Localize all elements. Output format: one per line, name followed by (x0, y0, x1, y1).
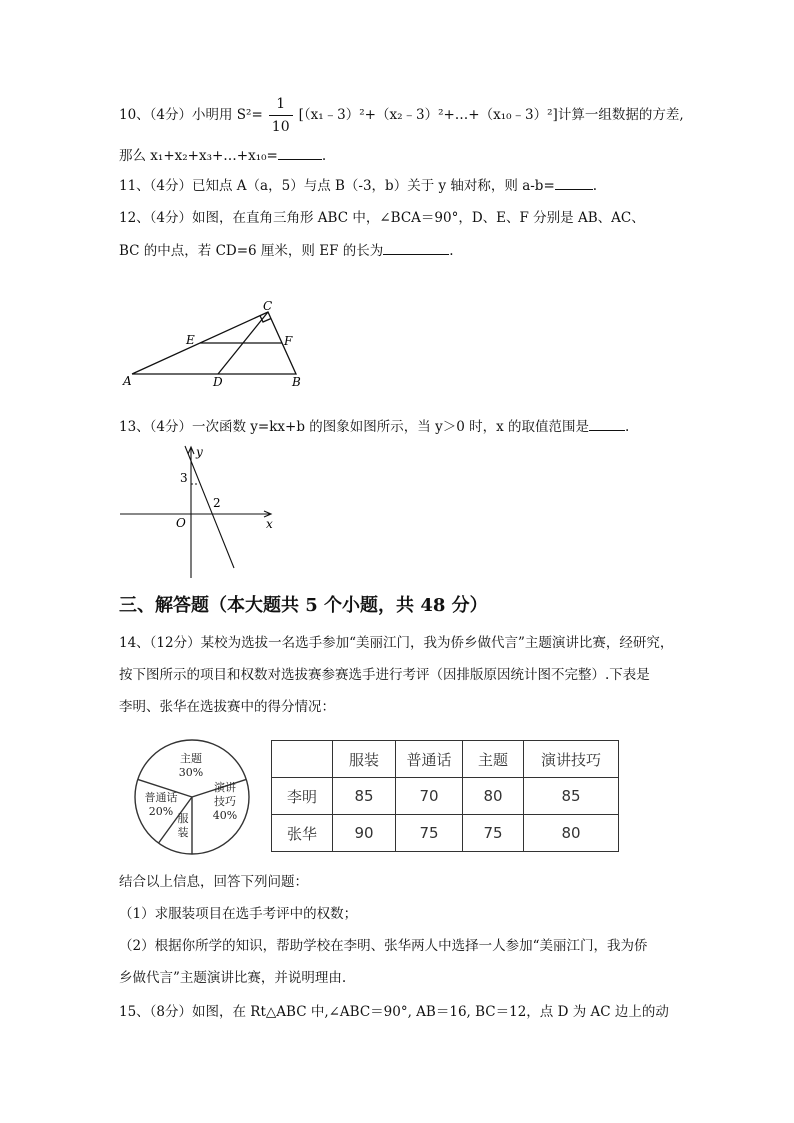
q11-text: 11、（4分）已知点 A（a，5）与点 B（-3，b）关于 y 轴对称，则 a-b= (119, 178, 555, 194)
question-14-intro: 结合以上信息，回答下列问题： (119, 874, 308, 890)
table-cell: 张华 (272, 815, 333, 852)
pie-pct-mandarin: 20% (148, 805, 174, 818)
pie-label-theme: 主题 (180, 752, 202, 765)
table-cell: 85 (524, 778, 619, 815)
q11-end: . (592, 178, 598, 194)
label-d: D (213, 375, 223, 389)
x-axis-label: x (266, 517, 273, 531)
question-14-line2: 按下图所示的项目和权数对选拔赛参赛选手进行考评（因排版原因统计图不完整）.下表是 (119, 667, 650, 683)
pie-label-speech-1: 演讲 (214, 781, 236, 794)
question-15: 15、（8分）如图，在 Rt△ABC 中,∠ABC＝90°, AB＝16, BC＝12，点 D 为 AC 边上的动 (119, 1004, 669, 1020)
frac-numerator: 1 (276, 96, 286, 112)
question-13 (119, 416, 629, 437)
question-10-line2 (119, 145, 326, 166)
q10-expression: [（x₁﹣3）²+（x₂﹣3）²+…+（x₁₀﹣3）²]计算一组数据的方差, (298, 107, 684, 123)
table-header-cell: 普通话 (396, 741, 463, 778)
linear-function-graph (118, 442, 283, 582)
table-cell: 80 (524, 815, 619, 852)
table-header-cell (272, 741, 333, 778)
q10-end: . (321, 148, 327, 164)
answer-blank[interactable] (383, 240, 449, 255)
label-e: E (186, 333, 195, 347)
table-cell: 90 (333, 815, 396, 852)
table-row (272, 815, 619, 852)
q13-end: . (625, 419, 630, 435)
table-cell: 75 (463, 815, 524, 852)
table-header-cell: 服装 (333, 741, 396, 778)
table-cell: 75 (396, 815, 463, 852)
x-intercept-label: 2 (213, 496, 221, 510)
question-14-sub2-line2: 乡做代言”主题演讲比赛，并说明理由. (119, 970, 347, 986)
pie-label-clothing-2: 装 (177, 826, 189, 839)
table-header-row (272, 741, 619, 778)
question-14-line1: 14、（12分）某校为选拔一名选手参加“美丽江门，我为侨乡做代言”主题演讲比赛，经研究， (119, 635, 674, 651)
fraction-one-tenth (269, 96, 293, 135)
q12-end: . (449, 243, 454, 259)
pie-pct-speech: 40% (212, 809, 238, 822)
question-12-line1: 12、（4分）如图，在直角三角形 ABC 中，∠BCA＝90°，D、E、F 分别是 AB、AC、 (119, 210, 645, 226)
origin-label: O (176, 516, 186, 530)
label-a: A (123, 374, 132, 388)
pie-label-speech-2: 技巧 (214, 795, 236, 808)
table-row (272, 778, 619, 815)
table-cell: 85 (333, 778, 396, 815)
question-14-sub2-line1: （2）根据你所学的知识，帮助学校在李明、张华两人中选择一人参加“美丽江门，我为侨 (119, 938, 648, 954)
y-axis-label: y (196, 445, 203, 459)
pie-label-clothing-1: 服 (177, 812, 189, 825)
table-cell: 80 (463, 778, 524, 815)
answer-blank[interactable] (278, 145, 322, 160)
answer-blank[interactable] (555, 175, 593, 190)
q10-prefix: 10、（4分）小明用 S²= (119, 107, 263, 123)
pie-label-mandarin: 普通话 (144, 791, 178, 804)
question-10-line1 (119, 96, 684, 135)
label-c: C (263, 300, 273, 313)
label-f: F (284, 334, 293, 348)
score-table (271, 740, 619, 852)
table-header-cell: 演讲技巧 (524, 741, 619, 778)
pie-chart (132, 738, 254, 858)
label-b: B (292, 375, 301, 389)
table-header-cell: 主题 (463, 741, 524, 778)
function-line (185, 446, 234, 568)
question-14-line3: 李明、张华在选拔赛中的得分情况： (119, 699, 335, 715)
q12-line2-text: BC 的中点，若 CD=6 厘米，则 EF 的长为 (119, 243, 384, 259)
table-cell: 70 (396, 778, 463, 815)
answer-blank[interactable] (589, 416, 625, 431)
question-14-sub1: （1）求服装项目在选手考评中的权数； (119, 906, 358, 922)
section-3-heading: 三、解答题（本大题共 5 个小题，共 48 分） (119, 595, 488, 616)
question-11 (119, 175, 597, 196)
q13-text: 13、（4分）一次函数 y=kx+b 的图象如图所示，当 y＞0 时，x 的取值范围是 (119, 419, 589, 435)
question-12-line2 (119, 240, 454, 261)
table-cell: 李明 (272, 778, 333, 815)
frac-denominator: 10 (271, 119, 290, 135)
q10-line2-text: 那么 x₁+x₂+x₃+…+x₁₀= (119, 148, 278, 164)
triangle-figure (120, 300, 320, 392)
pie-pct-theme: 30% (178, 766, 204, 779)
y-intercept-label: 3 (180, 471, 188, 485)
